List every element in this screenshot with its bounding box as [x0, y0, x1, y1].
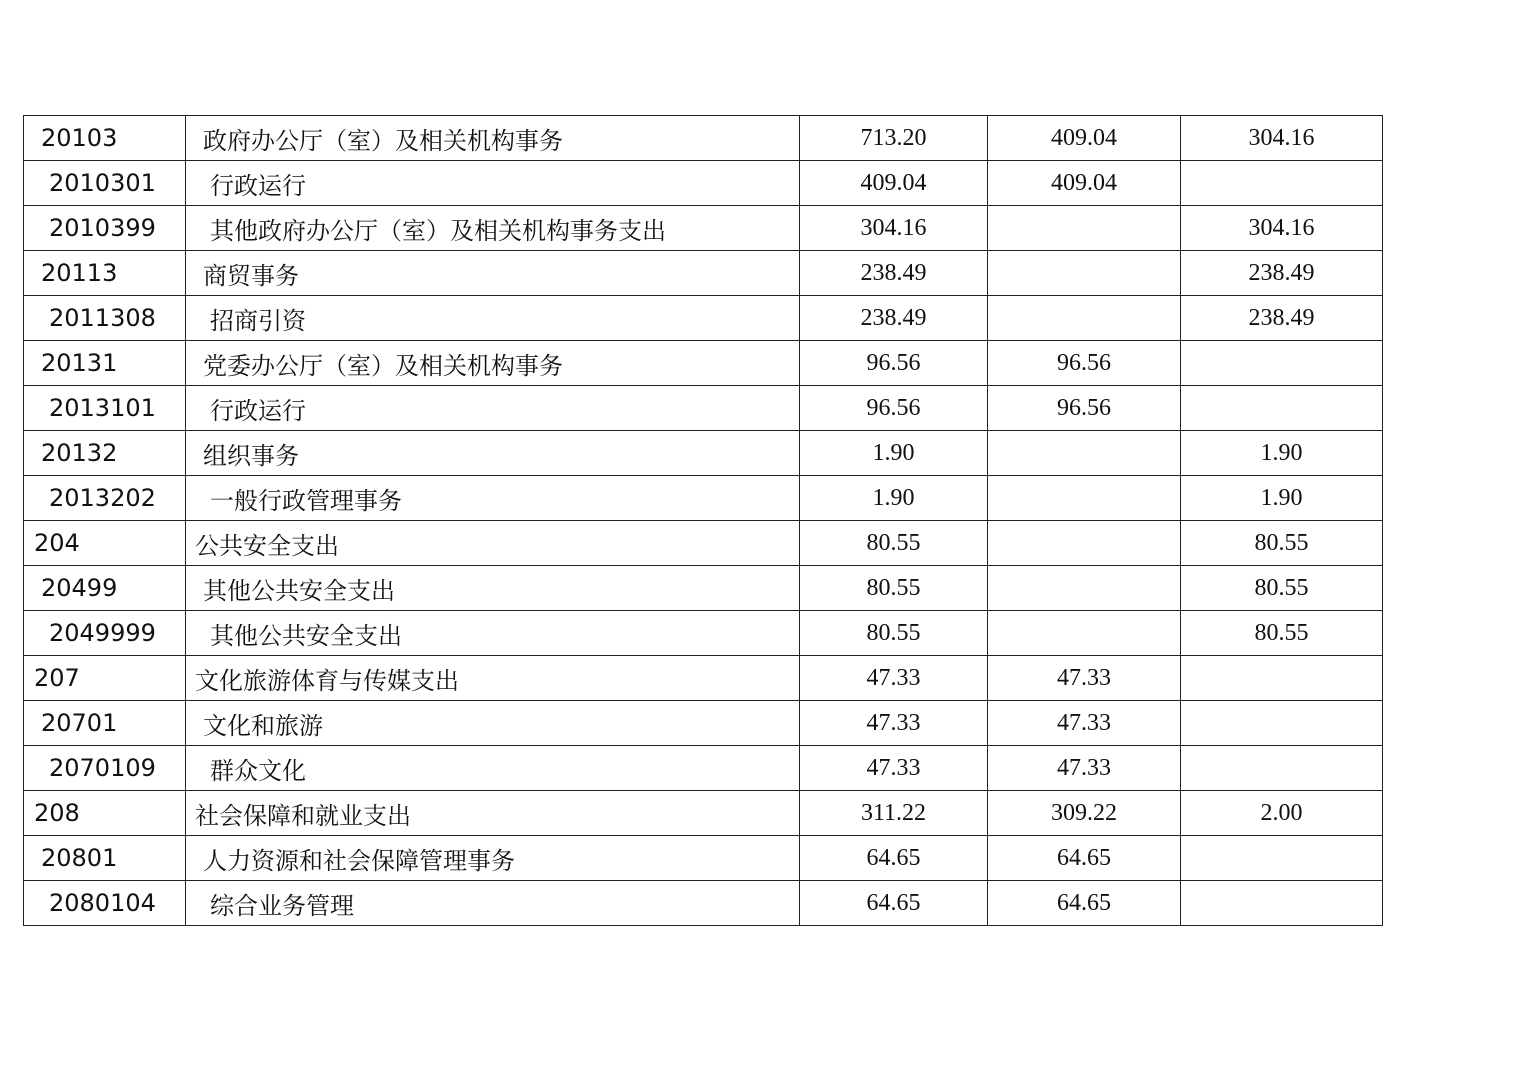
total-amount-cell: 1.90	[800, 476, 988, 521]
account-code-cell: 2013202	[24, 476, 186, 521]
total-amount-cell: 96.56	[800, 341, 988, 386]
total-amount-cell: 238.49	[800, 296, 988, 341]
project-expenditure-cell: 304.16	[1181, 116, 1383, 161]
project-expenditure-cell: 1.90	[1181, 476, 1383, 521]
account-name-cell: 一般行政管理事务	[186, 476, 800, 521]
project-expenditure-cell: 1.90	[1181, 431, 1383, 476]
basic-expenditure-cell	[988, 611, 1181, 656]
project-expenditure-cell	[1181, 881, 1383, 926]
total-amount-cell: 64.65	[800, 836, 988, 881]
total-amount-cell: 47.33	[800, 656, 988, 701]
account-code-cell: 2010301	[24, 161, 186, 206]
basic-expenditure-cell: 47.33	[988, 701, 1181, 746]
table-row	[24, 251, 1383, 296]
basic-expenditure-cell	[988, 251, 1181, 296]
account-name-cell: 其他公共安全支出	[186, 566, 800, 611]
account-name-cell: 政府办公厅（室）及相关机构事务	[186, 116, 800, 161]
project-expenditure-cell: 80.55	[1181, 521, 1383, 566]
account-code-cell: 208	[24, 791, 186, 836]
basic-expenditure-cell	[988, 296, 1181, 341]
account-name-cell: 社会保障和就业支出	[186, 791, 800, 836]
account-name-cell: 党委办公厅（室）及相关机构事务	[186, 341, 800, 386]
project-expenditure-cell	[1181, 701, 1383, 746]
table-row	[24, 836, 1383, 881]
total-amount-cell: 238.49	[800, 251, 988, 296]
basic-expenditure-cell	[988, 566, 1181, 611]
total-amount-cell: 304.16	[800, 206, 988, 251]
basic-expenditure-cell	[988, 476, 1181, 521]
total-amount-cell: 80.55	[800, 611, 988, 656]
account-name-cell: 文化和旅游	[186, 701, 800, 746]
project-expenditure-cell: 304.16	[1181, 206, 1383, 251]
account-code-cell: 204	[24, 521, 186, 566]
basic-expenditure-cell: 309.22	[988, 791, 1181, 836]
account-code-cell: 2070109	[24, 746, 186, 791]
table-row	[24, 611, 1383, 656]
total-amount-cell: 64.65	[800, 881, 988, 926]
project-expenditure-cell	[1181, 341, 1383, 386]
total-amount-cell: 713.20	[800, 116, 988, 161]
basic-expenditure-cell: 64.65	[988, 881, 1181, 926]
total-amount-cell: 409.04	[800, 161, 988, 206]
account-name-cell: 行政运行	[186, 161, 800, 206]
basic-expenditure-cell: 47.33	[988, 746, 1181, 791]
table-row	[24, 566, 1383, 611]
basic-expenditure-cell	[988, 521, 1181, 566]
account-name-cell: 招商引资	[186, 296, 800, 341]
table-row	[24, 881, 1383, 926]
basic-expenditure-cell	[988, 431, 1181, 476]
account-code-cell: 2010399	[24, 206, 186, 251]
project-expenditure-cell	[1181, 656, 1383, 701]
account-name-cell: 商贸事务	[186, 251, 800, 296]
total-amount-cell: 47.33	[800, 746, 988, 791]
account-name-cell: 文化旅游体育与传媒支出	[186, 656, 800, 701]
basic-expenditure-cell: 96.56	[988, 386, 1181, 431]
basic-expenditure-cell	[988, 206, 1181, 251]
table-row	[24, 431, 1383, 476]
table-row	[24, 521, 1383, 566]
total-amount-cell: 80.55	[800, 566, 988, 611]
budget-expenditure-table	[23, 115, 1383, 926]
account-code-cell: 20103	[24, 116, 186, 161]
account-name-cell: 行政运行	[186, 386, 800, 431]
account-code-cell: 20701	[24, 701, 186, 746]
account-code-cell: 20132	[24, 431, 186, 476]
project-expenditure-cell: 2.00	[1181, 791, 1383, 836]
account-code-cell: 20113	[24, 251, 186, 296]
project-expenditure-cell	[1181, 746, 1383, 791]
table-row	[24, 116, 1383, 161]
project-expenditure-cell	[1181, 386, 1383, 431]
total-amount-cell: 47.33	[800, 701, 988, 746]
total-amount-cell: 80.55	[800, 521, 988, 566]
table-row	[24, 386, 1383, 431]
table-row	[24, 476, 1383, 521]
account-code-cell: 2080104	[24, 881, 186, 926]
account-code-cell: 2011308	[24, 296, 186, 341]
account-name-cell: 其他政府办公厅（室）及相关机构事务支出	[186, 206, 800, 251]
account-code-cell: 20499	[24, 566, 186, 611]
table-row	[24, 746, 1383, 791]
project-expenditure-cell: 80.55	[1181, 611, 1383, 656]
account-code-cell: 2013101	[24, 386, 186, 431]
table-row	[24, 161, 1383, 206]
table-row	[24, 341, 1383, 386]
account-code-cell: 2049999	[24, 611, 186, 656]
account-name-cell: 群众文化	[186, 746, 800, 791]
table-row	[24, 206, 1383, 251]
account-name-cell: 其他公共安全支出	[186, 611, 800, 656]
account-name-cell: 组织事务	[186, 431, 800, 476]
account-name-cell: 公共安全支出	[186, 521, 800, 566]
account-code-cell: 207	[24, 656, 186, 701]
total-amount-cell: 96.56	[800, 386, 988, 431]
table-row	[24, 701, 1383, 746]
basic-expenditure-cell: 409.04	[988, 161, 1181, 206]
basic-expenditure-cell: 409.04	[988, 116, 1181, 161]
basic-expenditure-cell: 96.56	[988, 341, 1181, 386]
table-row	[24, 296, 1383, 341]
project-expenditure-cell	[1181, 161, 1383, 206]
table-row	[24, 791, 1383, 836]
basic-expenditure-cell: 64.65	[988, 836, 1181, 881]
project-expenditure-cell: 80.55	[1181, 566, 1383, 611]
project-expenditure-cell	[1181, 836, 1383, 881]
project-expenditure-cell: 238.49	[1181, 251, 1383, 296]
account-code-cell: 20801	[24, 836, 186, 881]
total-amount-cell: 1.90	[800, 431, 988, 476]
account-name-cell: 综合业务管理	[186, 881, 800, 926]
table-row	[24, 656, 1383, 701]
account-code-cell: 20131	[24, 341, 186, 386]
project-expenditure-cell: 238.49	[1181, 296, 1383, 341]
basic-expenditure-cell: 47.33	[988, 656, 1181, 701]
total-amount-cell: 311.22	[800, 791, 988, 836]
table-body	[24, 116, 1383, 926]
account-name-cell: 人力资源和社会保障管理事务	[186, 836, 800, 881]
